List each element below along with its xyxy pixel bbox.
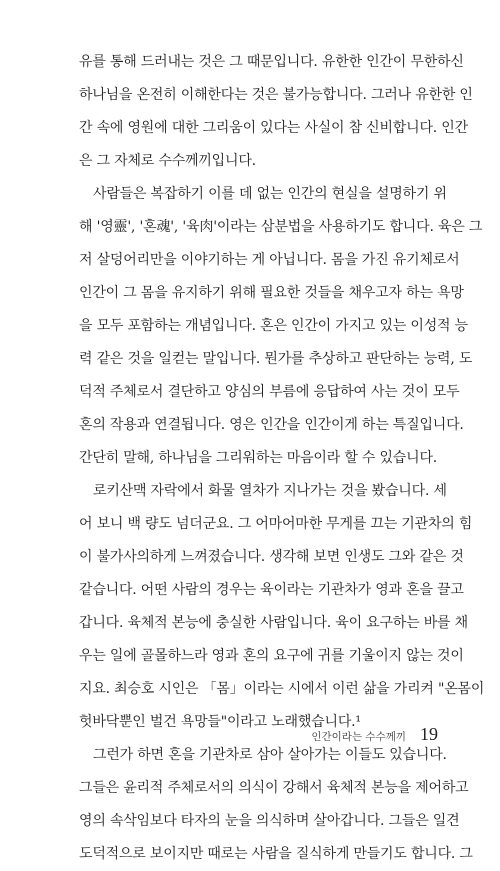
running-title: 인간이라는 수수께끼 [311,731,406,743]
text-line: 은 그 자체로 수수께끼입니다. [79,153,256,169]
text-line: 갑니다. 육체적 본능에 충실한 사람입니다. 육이 요구하는 바를 채 [79,615,468,631]
text-line: 을 모두 포함하는 개념입니다. 혼은 인간이 가지고 있는 이성적 능 [79,318,468,334]
paragraph [79,475,485,739]
text-line: 력 같은 것을 일컫는 말입니다. 뭔가를 추상하고 판단하는 능력, 도 [79,351,473,367]
text-line: 어 보니 백 량도 넘더군요. 그 어마어마한 무게를 끄는 기관차의 힘 [79,516,473,532]
text-line: 도덕적으로 보이지만 때로는 사람을 질식하게 만들기도 합니다. 그 [79,846,473,862]
text-line: 하나님을 온전히 이해한다는 것은 불가능합니다. 그러나 유한한 인 [79,87,473,103]
text-line: 사람들은 복잡하기 이를 데 없는 인간의 현실을 설명하기 위 [93,186,447,202]
text-line: 지요. 최승호 시인은 「몸」이라는 시에서 이런 삶을 가리켜 "온몸이 [79,681,485,697]
text-line: 그런가 하면 혼을 기관차로 삼아 살아가는 이들도 있습니다. [93,747,447,763]
text-line: 유를 통해 드러내는 것은 그 때문입니다. 유한한 인간이 무한하신 [79,54,464,70]
text-line: 간 속에 영원에 대한 그리움이 있다는 사실이 참 신비합니다. 인간 [79,120,468,136]
paragraph [79,739,473,871]
text-line: 혼의 작용과 연결됩니다. 영은 인간을 인간이게 하는 특질입니다. [79,417,464,433]
text-line: 덕적 주체로서 결단하고 양심의 부름에 응답하여 사는 것이 모두 [79,384,460,400]
text-line: 인간이 그 몸을 유지하기 위해 필요한 것들을 채우고자 하는 욕망 [79,285,464,301]
page-number: 19 [420,724,438,744]
text-line: 우는 일에 골몰하느라 영과 혼의 요구에 귀를 기울이지 않는 것이 [79,648,464,664]
text-line: 같습니다. 어떤 사람의 경우는 육이라는 기관차가 영과 혼을 끌고 [79,582,464,598]
paragraph [79,178,483,475]
text-line: 이 불가사의하게 느껴졌습니다. 생각해 보면 인생도 그와 같은 것 [79,549,464,565]
text-line: 저 살덩어리만을 이야기하는 게 아닙니다. 몸을 가진 유기체로서 [79,252,460,268]
text-line: 해 '영靈', '혼魂', '육肉'이라는 삼분법을 사용하기도 합니다. 육은 그 [79,219,483,235]
page-footer [311,724,438,748]
text-line: 헛바닥뿐인 벌건 욕망들"이라고 노래했습니다.¹ [79,714,361,730]
text-line: 영의 속삭임보다 타자의 눈을 의식하며 살아갑니다. 그들은 일견 [79,813,460,829]
text-line: 간단히 말해, 하나님을 그리워하는 마음이라 할 수 있습니다. [79,450,438,466]
paragraph [79,46,473,178]
text-line: 그들은 윤리적 주체로서의 의식이 강해서 육체적 본능을 제어하고 [79,780,469,796]
text-line: 로키산맥 자락에서 화물 열차가 지나가는 것을 봤습니다. 세 [93,483,447,499]
